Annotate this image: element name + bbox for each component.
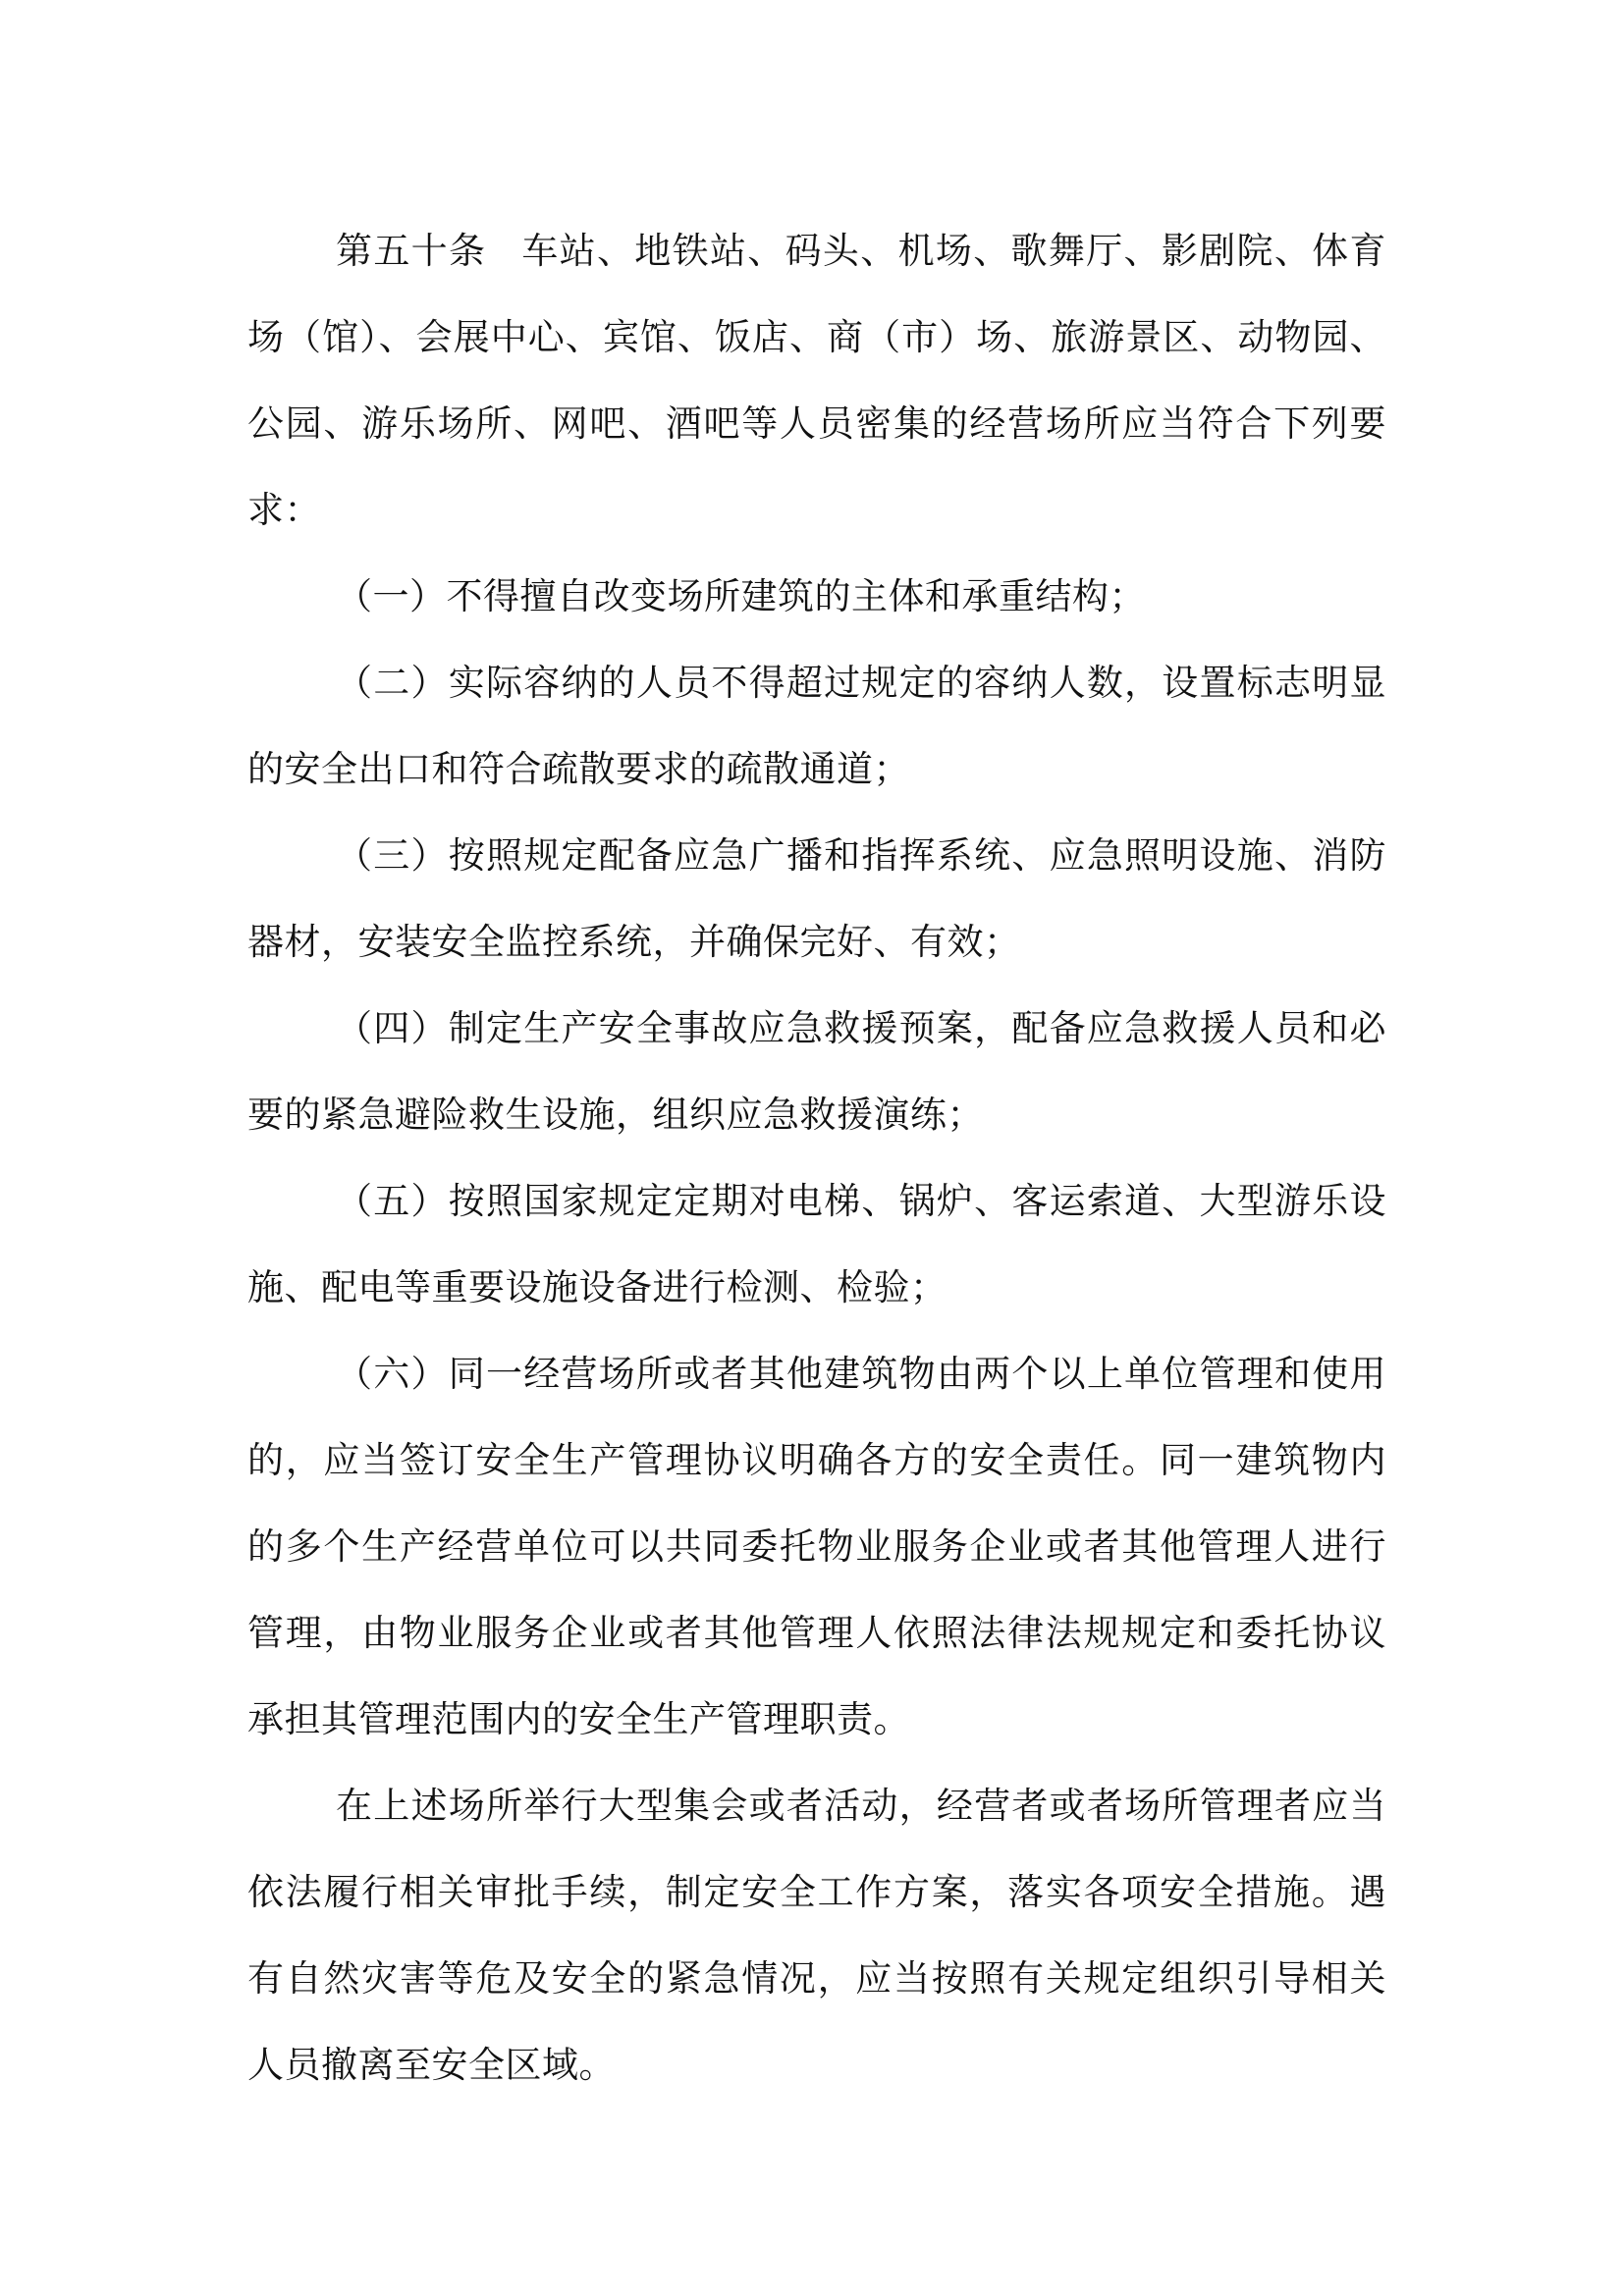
- closing-paragraph: 在上述场所举行大型集会或者活动，经营者或者场所管理者应当依法履行相关审批手续，制定安全工作方案，落实各项安全措施。遇有自然灾害等危及安全的紧急情况，应当按照有关规定组织引导相关人员撤离至安全区域。: [247, 1785, 1386, 2086]
- list-item-3: （三）按照规定配备应急广播和指挥系统、应急照明设施、消防器材，安装安全监控系统，并确保完好、有效；: [247, 834, 1386, 963]
- article-intro-paragraph: [247, 208, 1386, 554]
- article-intro-text: 车站、地铁站、码头、机场、歌舞厅、影剧院、体育场（馆）、会展中心、宾馆、饭店、商（市）场、旅游景区、动物园、公园、游乐场所、网吧、酒吧等人员密集的经营场所应当符合下列要求：: [247, 230, 1387, 531]
- list-item-5: （五）按照国家规定定期对电梯、锅炉、客运索道、大型游乐设施、配电等重要设施设备进行检测、检验；: [247, 1180, 1386, 1308]
- list-item-1: （一）不得擅自改变场所建筑的主体和承重结构；: [336, 575, 1146, 617]
- list-item-6: （六）同一经营场所或者其他建筑物由两个以上单位管理和使用的，应当签订安全生产管理协议明确各方的安全责任。同一建筑物内的多个生产经营单位可以共同委托物业服务企业或者其他管理人进行管理，由物业服务企业或者其他管理人依照法律法规规定和委托协议承担其管理范围内的安全生产管理职责。: [247, 1353, 1386, 1740]
- list-item-2: （二）实际容纳的人员不得超过规定的容纳人数，设置标志明显的安全出口和符合疏散要求的疏散通道；: [247, 662, 1386, 790]
- article-number: 第五十条: [336, 230, 487, 272]
- list-item-4: （四）制定生产安全事故应急救援预案，配备应急救援人员和必要的紧急避险救生设施，组织应急救援演练；: [247, 1007, 1386, 1136]
- article-body: [247, 208, 1386, 2109]
